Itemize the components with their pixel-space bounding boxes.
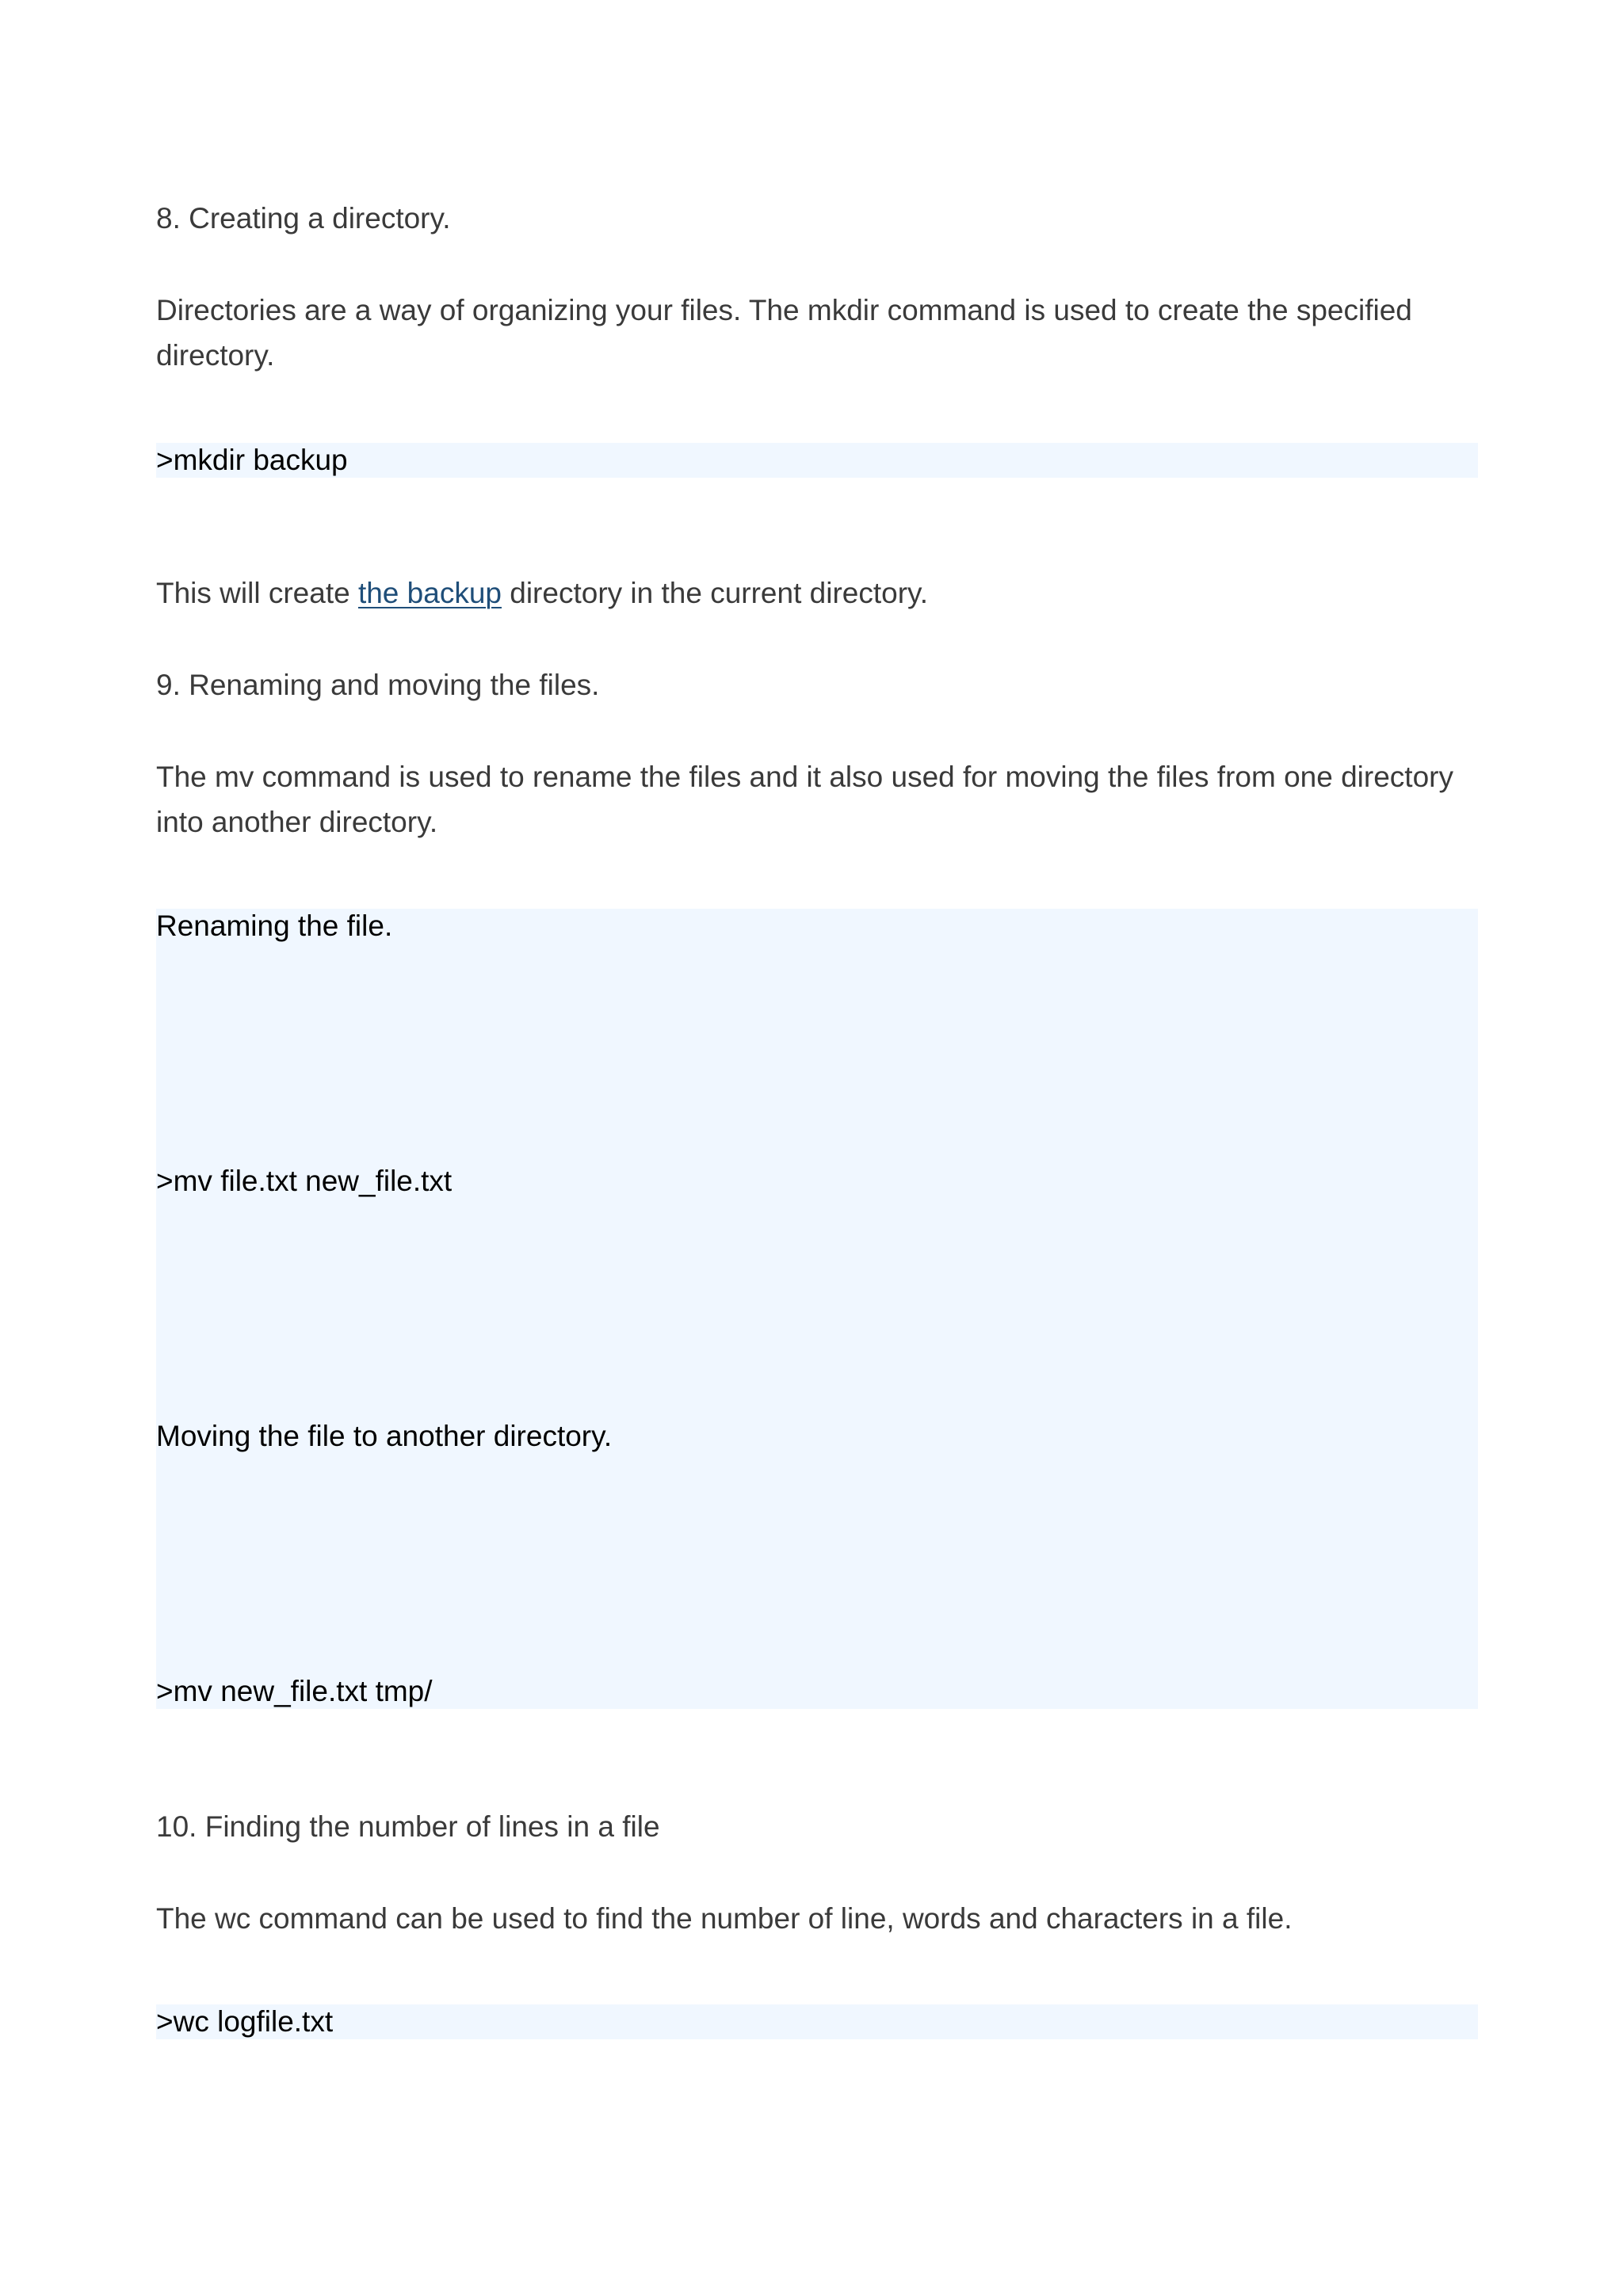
code-line-rename-comment: Renaming the file. — [156, 910, 393, 942]
code-line-rename-command: >mv file.txt new_file.txt — [156, 1165, 453, 1197]
section-8-description: Directories are a way of organizing your files. The mkdir command is used to create the specified directory. — [156, 294, 1412, 372]
result-text-before: This will create — [156, 577, 358, 609]
section-9-description: The mv command is used to rename the files and it also used for moving the files from one directory into another directory. — [156, 761, 1453, 838]
code-line-wc: >wc logfile.txt — [156, 2005, 334, 2038]
section-8-result — [156, 570, 1480, 616]
code-block-wc — [156, 2004, 1478, 2039]
code-block-mkdir — [156, 443, 1478, 478]
section-10-heading: 10. Finding the number of lines in a file — [156, 1810, 660, 1843]
the-backup-link[interactable]: the backup — [357, 577, 502, 609]
result-text-after: directory in the current directory. — [501, 577, 929, 609]
section-9-heading: 9. Renaming and moving the files. — [156, 669, 600, 701]
code-line-mkdir: >mkdir backup — [156, 444, 348, 476]
section-8-heading: 8. Creating a directory. — [156, 202, 451, 235]
code-block-mv — [156, 909, 1478, 1709]
section-10-description: The wc command can be used to find the number of line, words and characters in a file. — [156, 1902, 1293, 1935]
code-line-move-comment: Moving the file to another directory. — [156, 1420, 613, 1452]
code-line-move-command: >mv new_file.txt tmp/ — [156, 1675, 433, 1707]
